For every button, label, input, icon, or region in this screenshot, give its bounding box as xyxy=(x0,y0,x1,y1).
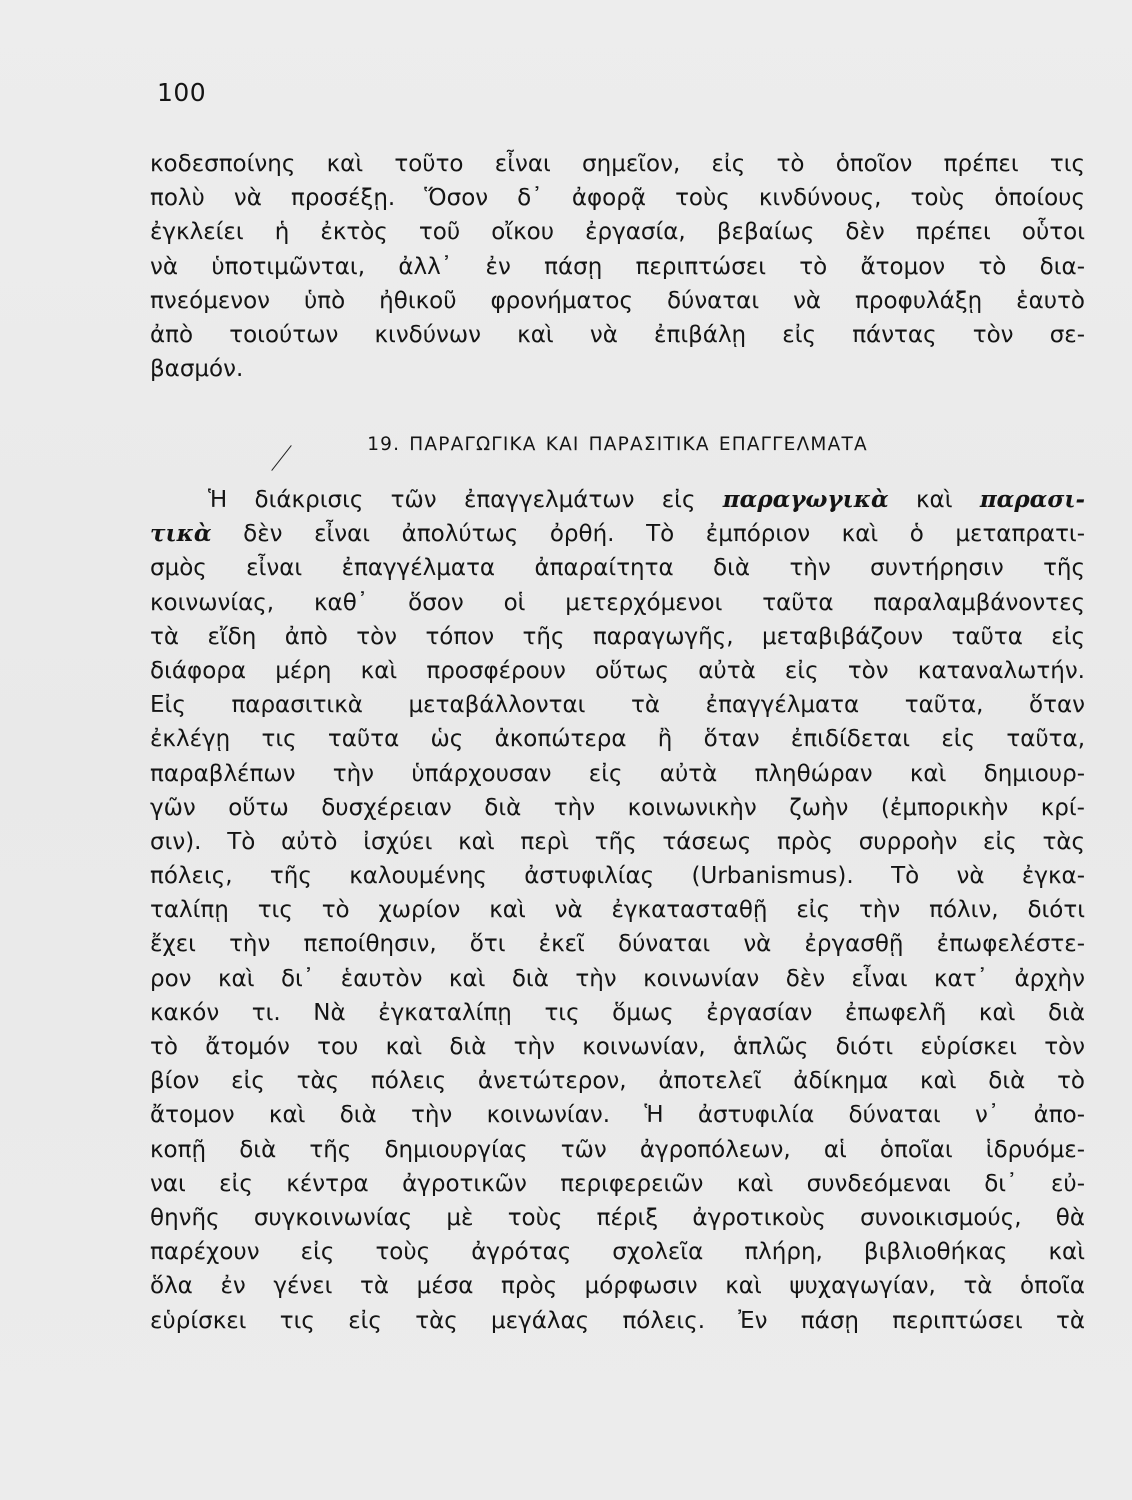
text-line: γῶν οὕτω δυσχέρειαν διὰ τὴν κοινωνικὴν ζωὴν (ἐμπορικὴν κρί- xyxy=(150,794,1085,821)
text-line xyxy=(150,517,1085,551)
text-line: κοπῇ διὰ τῆς δημιουργίας τῶν ἀγροπόλεων, αἱ ὁποῖαι ἱδρυόμε- xyxy=(150,1136,1085,1163)
text-run: Ἡ διάκρισις τῶν ἐπαγγελμάτων εἰς xyxy=(208,487,723,513)
text-run: δὲν εἶναι ἀπολύτως ὀρθή. Τὸ ἐμπόριον καὶ ὁ μεταπρατι- xyxy=(211,521,1085,548)
text-line: εὑρίσκει τις εἰς τὰς μεγάλας πόλεις. Ἐν πάσῃ περιπτώσει τὰ xyxy=(150,1307,1085,1334)
section-heading: 19. ΠΑΡΑΓΩΓΙΚΑ ΚΑΙ ΠΑΡΑΣΙΤΙΚΑ ΕΠΑΓΓΕΛΜΑΤΑ xyxy=(367,434,868,455)
italic-term: παραγωγικὰ xyxy=(722,486,889,513)
text-line: νὰ ὑποτιμῶνται, ἀλλ᾽ ἐν πάσῃ περιπτώσει τὸ ἄτομον τὸ δια- xyxy=(150,253,1085,280)
italic-term: παρασι- xyxy=(979,486,1085,513)
paragraph-1 xyxy=(150,147,1085,386)
text-line: ταλίπῃ τις τὸ χωρίον καὶ νὰ ἐγκατασταθῇ εἰς τὴν πόλιν, διότι xyxy=(150,897,1085,924)
text-line: ὅλα ἐν γένει τὰ μέσα πρὸς μόρφωσιν καὶ ψυχαγωγίαν, τὰ ὁποῖα xyxy=(150,1273,1085,1300)
text-line: ἀπὸ τοιούτων κινδύνων καὶ νὰ ἐπιβάλῃ εἰς πάντας τὸν σε- xyxy=(150,321,1085,348)
text-line: παραβλέπων τὴν ὑπάρχουσαν εἰς αὐτὰ πληθώραν καὶ δημιουρ- xyxy=(150,760,1085,787)
text-line: θηνῆς συγκοινωνίας μὲ τοὺς πέριξ ἀγροτικοὺς συνοικισμούς, θὰ xyxy=(150,1204,1085,1231)
text-line: βίον εἰς τὰς πόλεις ἀνετώτερον, ἀποτελεῖ ἀδίκημα καὶ διὰ τὸ xyxy=(150,1068,1085,1095)
page-number: 100 xyxy=(157,78,207,107)
text-run: καὶ xyxy=(888,487,980,513)
text-line: κοδεσποίνης καὶ τοῦτο εἶναι σημεῖον, εἰς τὸ ὁποῖον πρέπει τις xyxy=(150,151,1085,177)
text-line: ἐγκλείει ἡ ἐκτὸς τοῦ οἴκου ἐργασία, βεβαίως δὲν πρέπει οὗτοι xyxy=(150,219,1085,246)
text-line: Εἰς παρασιτικὰ μεταβάλλονται τὰ ἐπαγγέλματα ταῦτα, ὅταν xyxy=(150,692,1085,719)
text-line: τὰ εἴδη ἀπὸ τὸν τόπον τῆς παραγωγῆς, μεταβιβάζουν ταῦτα εἰς xyxy=(150,623,1085,650)
text-line: κακόν τι. Νὰ ἐγκαταλίπῃ τις ὅμως ἐργασίαν ἐπωφελῆ καὶ διὰ xyxy=(150,999,1085,1026)
text-line: διάφορα μέρη καὶ προσφέρουν οὕτως αὐτὰ εἰς τὸν καταναλωτήν. xyxy=(150,657,1085,684)
text-line: ἄτομον καὶ διὰ τὴν κοινωνίαν. Ἡ ἀστυφιλία δύναται ν᾽ ἀπο- xyxy=(150,1102,1085,1129)
text-line: ναι εἰς κέντρα ἀγροτικῶν περιφερειῶν καὶ συνδεόμεναι δι᾽ εὐ- xyxy=(150,1170,1085,1197)
italic-term: τικὰ xyxy=(150,520,212,548)
text-line: πνεόμενον ὑπὸ ἠθικοῦ φρονήματος δύναται νὰ προφυλάξῃ ἑαυτὸ xyxy=(150,287,1085,314)
text-line: σιν). Τὸ αὐτὸ ἰσχύει καὶ περὶ τῆς τάσεως πρὸς συρροὴν εἰς τὰς xyxy=(150,828,1085,855)
text-line: πόλεις, τῆς καλουμένης ἀστυφιλίας (Urbanismus). Τὸ νὰ ἐγκα- xyxy=(150,863,1085,890)
text-line: παρέχουν εἰς τοὺς ἀγρότας σχολεῖα πλήρη, βιβλιοθήκας καὶ xyxy=(150,1239,1085,1266)
text-line: βασμόν. xyxy=(150,356,244,383)
text-line: ἔχει τὴν πεποίθησιν, ὅτι ἐκεῖ δύναται νὰ ἐργασθῇ ἐπωφελέστε- xyxy=(150,931,1085,958)
text-line: τὸ ἄτομόν του καὶ διὰ τὴν κοινωνίαν, ἁπλῶς διότι εὑρίσκει τὸν xyxy=(150,1034,1085,1060)
text-line: σμὸς εἶναι ἐπαγγέλματα ἀπαραίτητα διὰ τὴν συντήρησιν τῆς xyxy=(150,555,1085,582)
text-line xyxy=(150,483,1085,517)
text-line: ἐκλέγῃ τις ταῦτα ὡς ἀκοπώτερα ἢ ὅταν ἐπιδίδεται εἰς ταῦτα, xyxy=(150,726,1085,753)
text-line: κοινωνίας, καθ᾽ ὅσον οἱ μετερχόμενοι ταῦτα παραλαμβάνοντες xyxy=(150,589,1085,616)
text-line: πολὺ νὰ προσέξῃ. Ὅσον δ᾽ ἀφορᾷ τοὺς κινδύνους, τοὺς ὁποίους xyxy=(150,185,1085,212)
paragraph-2 xyxy=(150,483,1085,1338)
text-line: ρον καὶ δι᾽ ἑαυτὸν καὶ διὰ τὴν κοινωνίαν δὲν εἶναι κατ᾽ ἀρχὴν xyxy=(150,965,1085,992)
